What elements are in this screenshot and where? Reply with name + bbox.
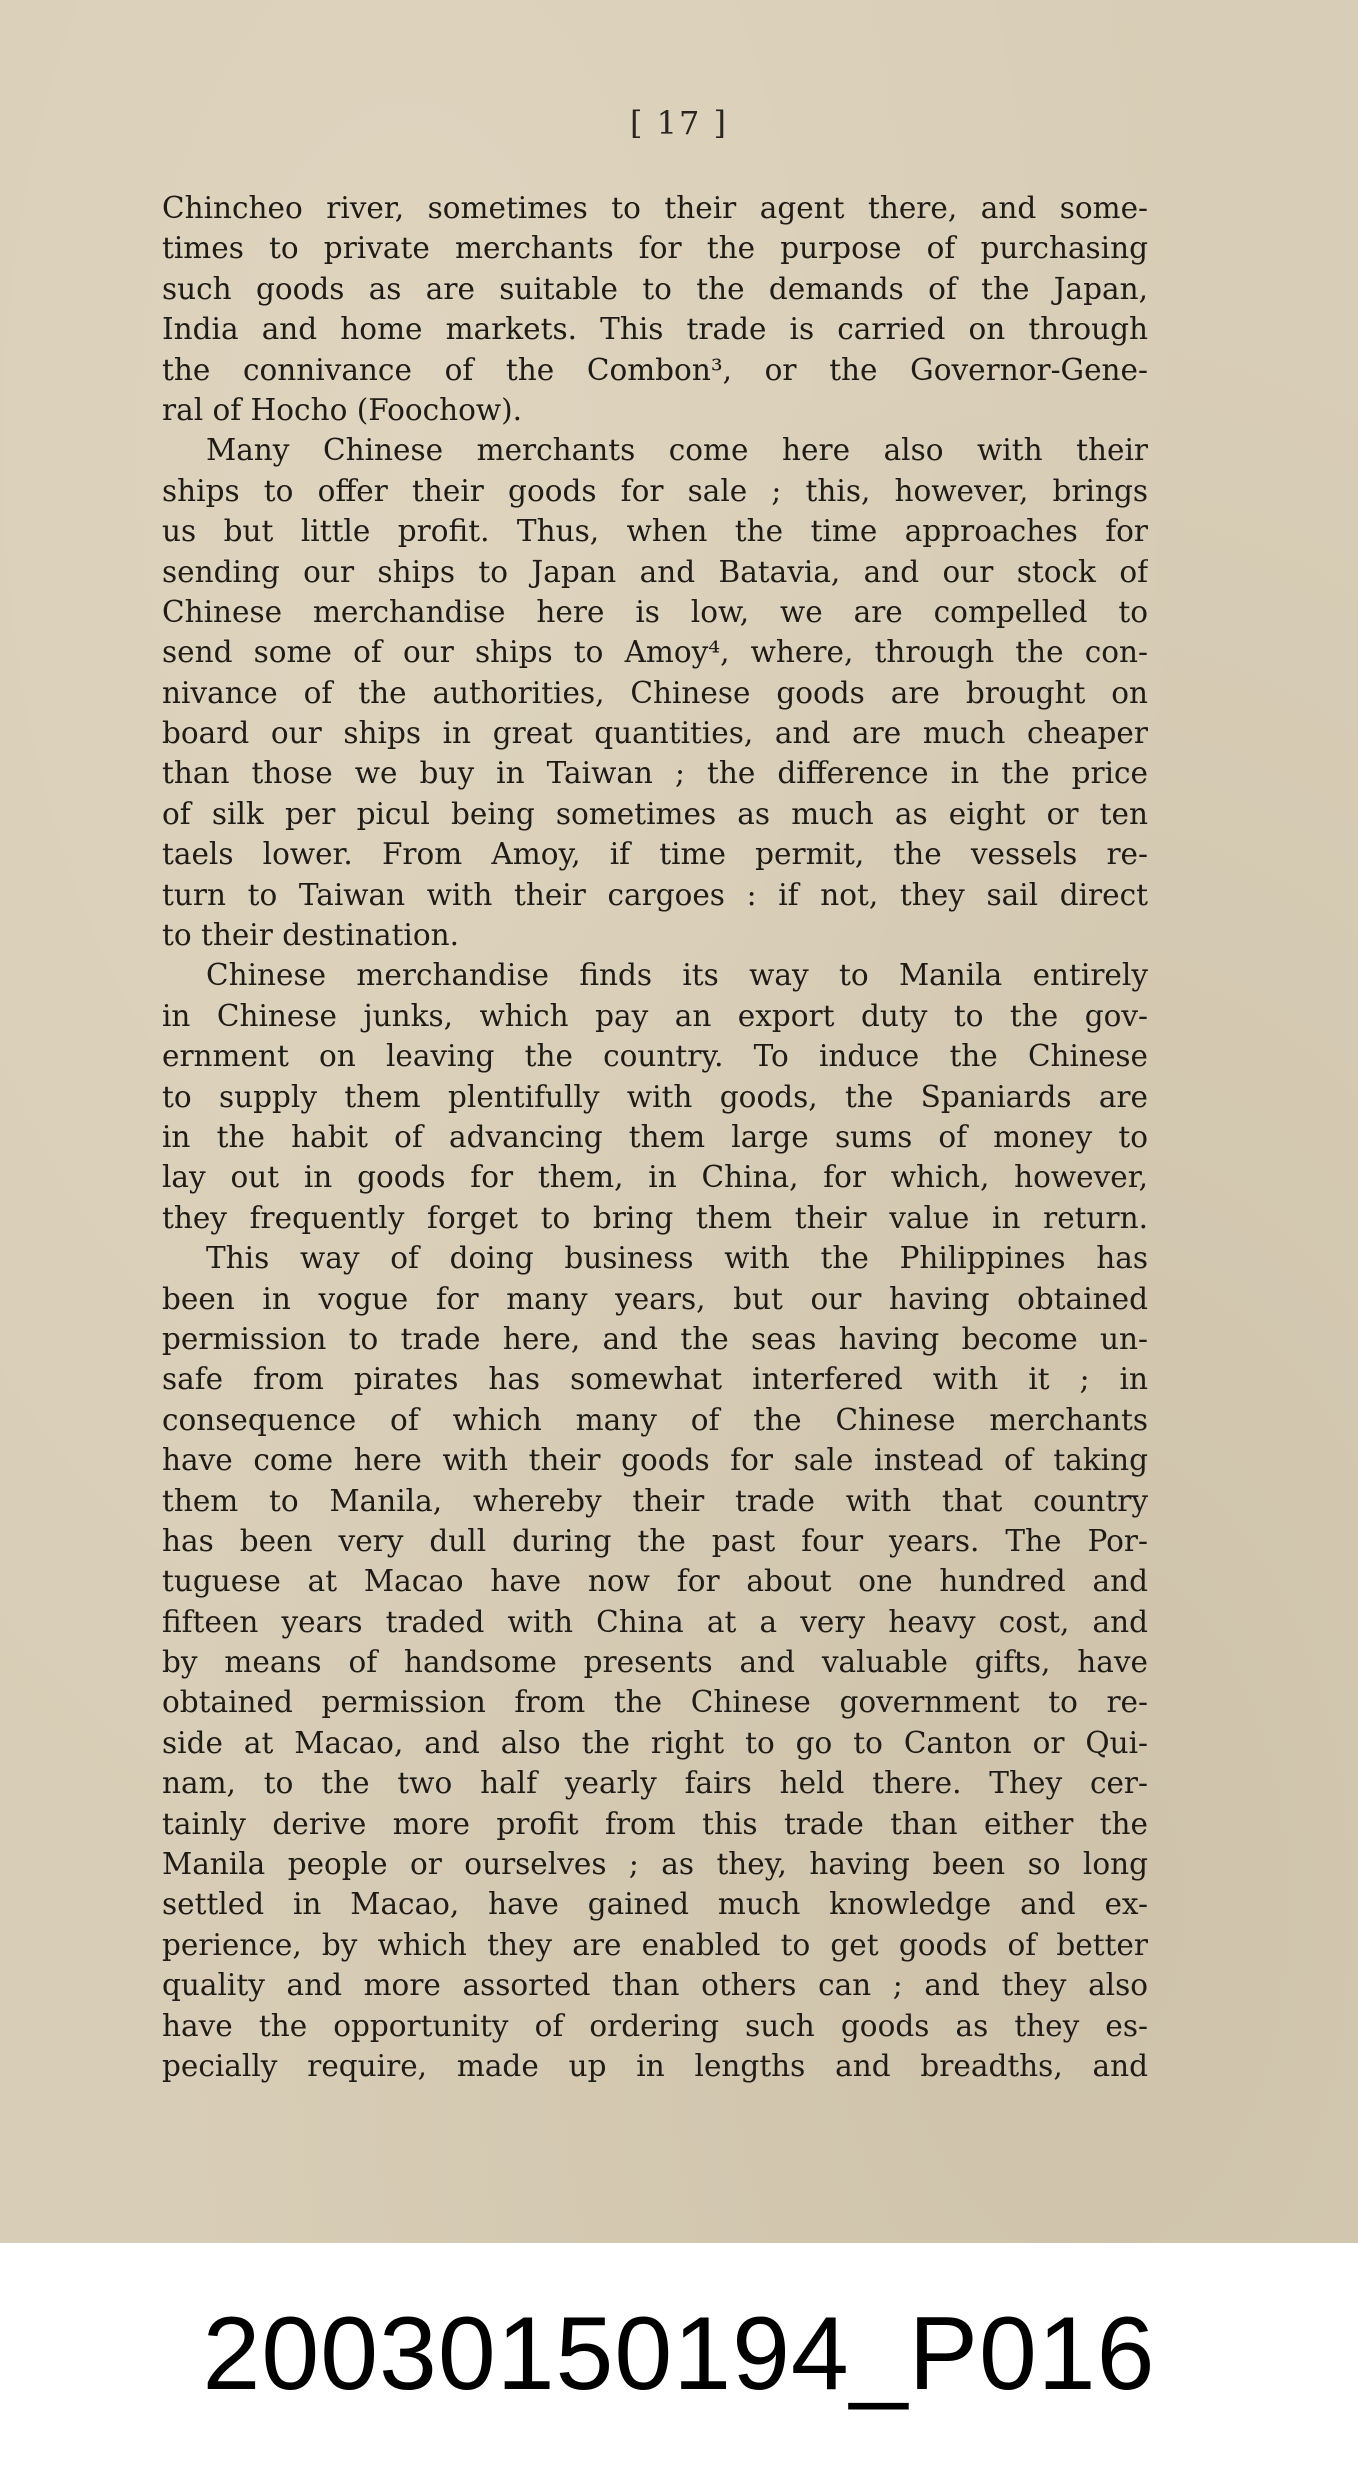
text-line: tainly derive more profit from this trade than either the <box>162 1806 1148 1841</box>
text-line: consequence of which many of the Chinese merchants <box>162 1402 1148 1437</box>
text-line: perience, by which they are enabled to get goods of better <box>162 1927 1148 1962</box>
text-line: obtained permission from the Chinese government to re- <box>162 1685 1148 1720</box>
text-line: Manila people or ourselves ; as they, having been so long <box>162 1847 1148 1882</box>
text-line: been in vogue for many years, but our having obtained <box>162 1281 1148 1316</box>
text-line: by means of handsome presents and valuable gifts, have <box>162 1645 1148 1680</box>
text-line: than those we buy in Taiwan ; the difference in the price <box>162 756 1148 791</box>
text-line: board our ships in great quantities, and are much cheaper <box>162 716 1148 751</box>
text-line: us but little profit. Thus, when the time approaches for <box>162 514 1148 549</box>
text-line: This way of doing business with the Philippines has <box>206 1241 1148 1276</box>
text-line: have the opportunity of ordering such goods as they es- <box>162 2008 1148 2043</box>
text-line: they frequently forget to bring them their value in return. <box>162 1200 1148 1235</box>
text-line: them to Manila, whereby their trade with that country <box>162 1483 1148 1518</box>
text-line: times to private merchants for the purpose of purchasing <box>162 231 1148 266</box>
text-line: of silk per picul being sometimes as much as eight or ten <box>162 796 1148 831</box>
text-line: sending our ships to Japan and Batavia, and our stock of <box>162 554 1148 589</box>
text-line: Many Chinese merchants come here also with their <box>206 433 1148 468</box>
text-line: quality and more assorted than others can ; and they also <box>162 1968 1148 2003</box>
text-line: nam, to the two half yearly fairs held there. They cer- <box>162 1766 1148 1801</box>
text-line: turn to Taiwan with their cargoes : if not, they sail direct <box>162 877 1148 912</box>
text-line: fifteen years traded with China at a very heavy cost, and <box>162 1604 1148 1639</box>
text-line: India and home markets. This trade is carried on through <box>162 312 1148 347</box>
text-line: has been very dull during the past four years. The Por- <box>162 1523 1148 1558</box>
text-line: the connivance of the Combon³, or the Governor-Gene- <box>162 352 1148 387</box>
text-line: in Chinese junks, which pay an export duty to the gov- <box>162 998 1148 1033</box>
text-line: Chinese merchandise finds its way to Manila entirely <box>206 958 1148 993</box>
text-line: lay out in goods for them, in China, for which, however, <box>162 1160 1148 1195</box>
document-id-label: 20030150194_P016 <box>202 2296 1156 2412</box>
page-number: [ 17 ] <box>629 104 729 142</box>
text-line: Chinese merchandise here is low, we are compelled to <box>162 594 1148 629</box>
footer-caption <box>0 2243 1358 2480</box>
body-text <box>162 188 1148 2086</box>
text-line: have come here with their goods for sale instead of taking <box>162 1443 1148 1478</box>
text-line: tuguese at Macao have now for about one hundred and <box>162 1564 1148 1599</box>
text-line: ships to offer their goods for sale ; this, however, brings <box>162 473 1148 508</box>
text-line: permission to trade here, and the seas having become un- <box>162 1321 1148 1356</box>
text-line: settled in Macao, have gained much knowledge and ex- <box>162 1887 1148 1922</box>
text-line: taels lower. From Amoy, if time permit, the vessels re- <box>162 837 1148 872</box>
text-line: ral of Hocho (Foochow). <box>162 392 523 427</box>
text-line: ernment on leaving the country. To induce the Chinese <box>162 1039 1148 1074</box>
text-line: Chincheo river, sometimes to their agent there, and some- <box>162 191 1148 225</box>
text-line: send some of our ships to Amoy⁴, where, through the con- <box>162 635 1148 670</box>
text-line: such goods as are suitable to the demands of the Japan, <box>162 271 1148 306</box>
text-line: pecially require, made up in lengths and breadths, and <box>162 2048 1148 2083</box>
text-line: nivance of the authorities, Chinese goods are brought on <box>162 675 1148 710</box>
text-line: side at Macao, and also the right to go to Canton or Qui- <box>162 1725 1148 1760</box>
text-line: to supply them plentifully with goods, the Spaniards are <box>162 1079 1148 1114</box>
text-line: to their destination. <box>162 918 460 953</box>
text-line: safe from pirates has somewhat interfered with it ; in <box>162 1362 1148 1397</box>
text-line: in the habit of advancing them large sums of money to <box>162 1119 1148 1154</box>
